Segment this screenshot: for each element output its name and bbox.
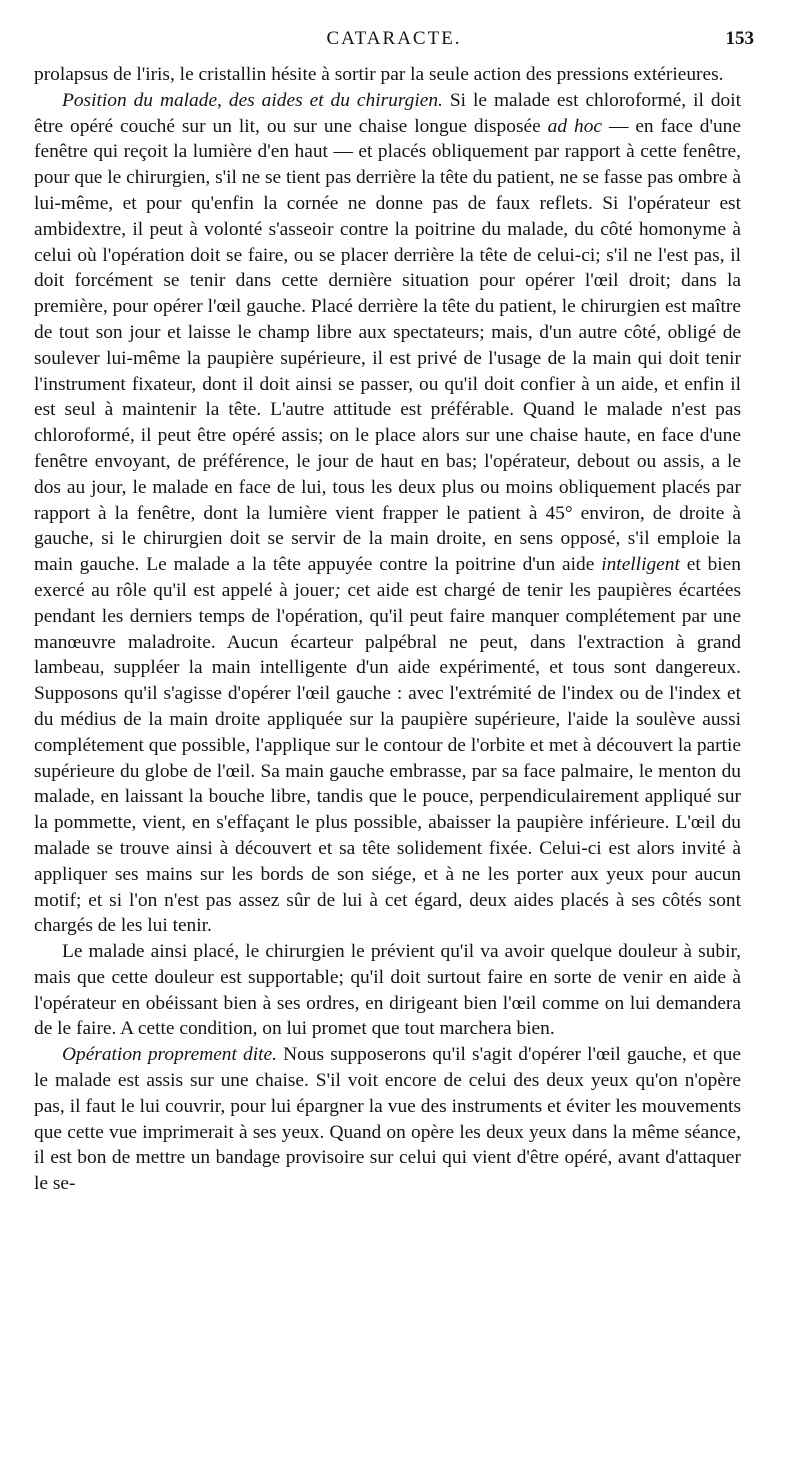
section-heading-position: Position du malade, des aides et du chirurgien. (62, 89, 443, 111)
paragraph-text: — en face d'une fenêtre qui reçoit la lumière d'en haut — et placés obliquement par rapport à cette fenêtre, pour que le chirurgien, s'il ne se tient pas derrière la tête du patient, ne se fasse pas ombre à lui-même, et pour qu'enfin la cornée ne donne pas de faux reflets. Si l'opérateur est ambidextre, il peut à volonté s'asseoir contre la poitrine du malade, du côté homonyme à celui où l'opération doit se faire, ou se placer derrière la tête de celui-ci; s'il ne l'est pas, il doit forcément se tenir dans cette dernière situation pour opérer l'œil droit; dans la première, pour opérer l'œil gauche. Placé derrière la tête du patient, le chirurgien est maître de tout son jour et laisse le champ libre aux spectateurs; mais, d'un autre côté, obligé de soulever lui-même la paupière supérieure, il est privé de l'usage de la main qui doit tenir l'instrument fixateur, dont il doit ainsi se passer, ou qu'il doit confier à un aide, et enfin il est seul à maintenir la tête. L'autre attitude est préférable. Quand le malade n'est pas chloroformé, il peut être opéré assis; on le place alors sur une chaise haute, en face d'une fenêtre envoyant, de préférence, le jour de haut en bas; l'opérateur, debout ou assis, a le dos au jour, le malade en face de lui, tous les deux plus ou moins obliquement placés par rapport à la fenêtre, dont la lumière vient frapper le patient à 45° environ, de droite à gauche, si le chirurgien doit se servir de la main droite, en sens opposé, s'il emploie la main gauche. Le malade a la tête appuyée contre la poitrine d'un aide (34, 115, 741, 576)
page-number: 153 (725, 28, 754, 49)
paragraph-text: et bien exercé au rôle qu'il est appelé à jouer (34, 554, 741, 601)
paragraph-malade-ainsi-place (34, 939, 741, 1042)
paragraph-text: Nous supposerons qu'il s'agit d'opérer l'œil gauche, et que le malade est assis sur une chaise. S'il voit encore de celui des deux yeux qu'on n'opère pas, il faut le lui couvrir, pour lui épargner la vue des instruments et éviter les mouvements que cette vue imprimerait à ses yeux. Quand on opère les deux yeux dans la même séance, il est bon de mettre un bandage provisoire sur celui qui vient d'être opéré, avant d'attaquer le se- (34, 1044, 741, 1195)
running-title: CATARACTE. (326, 28, 462, 49)
paragraph-position-du-malade (34, 88, 741, 939)
italic-intelligent: intelligent (601, 554, 680, 576)
paragraph-text: Si le malade est chloroformé, il doit être opéré couché sur un lit, ou sur une chaise longue disposée (34, 89, 742, 137)
paragraph-operation (34, 1042, 741, 1197)
paragraph-text: prolapsus de l'iris, le cristallin hésite à sortir par la seule action des pressions extérieures. (34, 64, 724, 85)
italic-ad-hoc: ad hoc (547, 115, 603, 137)
paragraph-text: Le malade ainsi placé, le chirurgien le prévient qu'il va avoir quelque douleur à subir, mais que cette douleur est supportable; qu'il doit surtout faire en sorte de venir en aide à l'opérateur en obéissant bien à ses ordres, en dirigeant bien l'œil comme on lui demandera de le faire. A cette condition, on lui promet que tout marchera bien. (34, 941, 741, 1040)
body-text (34, 62, 741, 1197)
italic-semicolon: ; (334, 579, 341, 601)
page-header (34, 28, 754, 56)
section-heading-operation: Opération proprement dite. (62, 1044, 277, 1066)
paragraph-prolapsus (34, 62, 741, 88)
paragraph-text: cet aide est chargé de tenir les paupières écartées pendant les derniers temps de l'opération, qu'il peut faire manquer complétement par une manœuvre maladroite. Aucun écarteur palpébral ne peut, dans l'extraction à grand lambeau, suppléer la main intelligente d'un aide expérimenté, et tous sont dangereux. Supposons qu'il s'agisse d'opérer l'œil gauche : avec l'extrémité de l'index ou de l'index et du médius de la main droite appliquée sur la paupière supérieure, l'aide la soulève aussi complétement que possible, l'applique sur le contour de l'orbite et met à découvert la partie supérieure du globe de l'œil. Sa main gauche embrasse, par sa face palmaire, le menton du malade, en laissant la bouche libre, tandis que le pouce, perpendiculairement appliqué sur la pommette, vient, en s'effaçant le plus possible, abaisser la paupière inférieure. L'œil du malade se trouve ainsi à découvert et sa tête solidement fixée. Celui-ci est alors invité à appliquer ses mains sur les bords de son siége, et à ne les porter aux yeux pour aucun motif; et si l'on n'est pas assez sûr de lui à cet égard, deux aides placés à ses côtés sont chargés de les lui tenir. (34, 579, 741, 937)
